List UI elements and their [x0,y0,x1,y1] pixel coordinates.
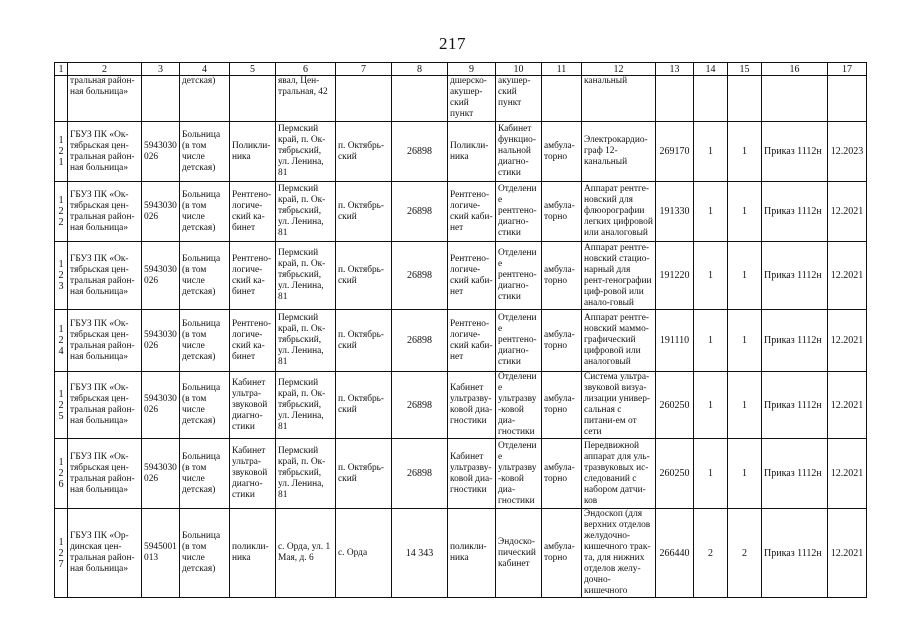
cell-quantity-available: 1 [728,242,762,310]
table-row [55,439,867,509]
cell-care-conditions: амбула-торно [542,509,582,598]
continuation-row [55,76,867,122]
cell-row-number: 122 [55,182,68,242]
column-number-1: 1 [55,63,68,76]
cell-settlement: п. Октябрь-ский [336,310,392,372]
cell-department: Кабинет функцио-нальной диагно-стики [496,122,542,182]
cell-settlement: п. Октябрь-ский [336,439,392,509]
cell-facility-type: Больница (в том числе детская) [180,242,230,310]
column-number-14: 14 [694,63,728,76]
cell-quantity-available: 1 [728,182,762,242]
cell-regulation-order: Приказ 1112н [762,182,828,242]
cell-settlement: п. Октябрь-ский [336,242,392,310]
column-number-7: 7 [336,63,392,76]
cell-quantity-available: 1 [728,310,762,372]
cell-room-name: Кабинет ультразву-ковой диа-гностики [448,439,496,509]
cell-qty2 [728,76,762,122]
cell-equipment-name: Электрокардио-граф 12-канальный [582,122,656,182]
cell-care-conditions: амбула-торно [542,372,582,439]
cell-regulation-order: Приказ 1112н [762,439,828,509]
cell-room-name: Рентгено-логиче-ский каби-нет [448,182,496,242]
cell-quantity-required: 1 [694,242,728,310]
cell-okpd-code: 191110 [656,310,694,372]
cell-date: 12.2021 [828,439,867,509]
cell-settlement: п. Октябрь-ский [336,372,392,439]
column-number-2: 2 [68,63,142,76]
column-number-13: 13 [656,63,694,76]
cell-unit-name: Поликли-ника [230,122,276,182]
cell-oktmo [392,76,448,122]
cell-unit-name: Рентгено-логиче-ский ка-бинет [230,182,276,242]
cell-row-number: 123 [55,242,68,310]
table-row [55,509,867,598]
cell-type: детская) [180,76,230,122]
cell-okpd-code: 266440 [656,509,694,598]
cell-settlement: п. Октябрь-ский [336,182,392,242]
cell-oktmo-code: 26898 [392,182,448,242]
cell-unit-name: Кабинет ультра-звуковой диагно-стики [230,439,276,509]
cell-department: Отделение рентгено-диагно-стики [496,242,542,310]
page-number: 217 [439,34,466,53]
cell-okpd-code: 260250 [656,372,694,439]
cell-code [142,76,180,122]
cell-organization-code: 5943030 026 [142,310,180,372]
cell-unit-name: Кабинет ультра-звуковой диагно-стики [230,372,276,439]
cell-equipment-name: Система ультра-звуковой визуа-лизации универ-сальная с питани-ем от сети [582,372,656,439]
cell-facility-type: Больница (в том числе детская) [180,182,230,242]
cell-organization-code: 5943030 026 [142,439,180,509]
cell-regulation-order: Приказ 1112н [762,509,828,598]
cell-room-name: поликли-ника [448,509,496,598]
cell-room-name: Рентгено-логиче-ский каби-нет [448,310,496,372]
cell-date [828,76,867,122]
column-number-15: 15 [728,63,762,76]
cell-regulation-order: Приказ 1112н [762,242,828,310]
cell-organization-name: ГБУЗ ПК «Ок-тябрьская цен-тральная район-ная больница» [68,439,142,509]
table-row [55,122,867,182]
cell-address: Пермский край, п. Ок-тябрьский, ул. Ленина, 81 [276,182,336,242]
cell-date: 12.2021 [828,509,867,598]
cell-okpd-code: 191220 [656,242,694,310]
cell-care-conditions: амбула-торно [542,122,582,182]
cell-qty1 [694,76,728,122]
column-number-16: 16 [762,63,828,76]
column-number-3: 3 [142,63,180,76]
cell-address: Пермский край, п. Ок-тябрьский, ул. Ленина, 81 [276,122,336,182]
cell-conditions [542,76,582,122]
cell-equipment-name: Аппарат рентге-новский стацио-нарный для рент-генографии циф-ровой или анало-говый [582,242,656,310]
cell-row-number: 125 [55,372,68,439]
cell-settlement: с. Орда [336,509,392,598]
cell-equipment-name: Передвижной аппарат для уль-тразвуковых ис-следований с набором датчи-ков [582,439,656,509]
cell-okpd-code: 260250 [656,439,694,509]
cell-equipment-name: Аппарат рентге-новский для флюорографии легких цифровой или аналоговый [582,182,656,242]
cell-facility-type: Больница (в том числе детская) [180,122,230,182]
cell-unit-name: Рентгено-логиче-ский ка-бинет [230,310,276,372]
cell-address: Пермский край, п. Ок-тябрьский, ул. Ленина, 81 [276,242,336,310]
column-number-4: 4 [180,63,230,76]
cell-dept: акушер-ский пункт [496,76,542,122]
cell-address: явал, Цен-тральная, 42 [276,76,336,122]
cell-row-number: 126 [55,439,68,509]
cell-care-conditions: амбула-торно [542,242,582,310]
cell-care-conditions: амбула-торно [542,310,582,372]
cell-oktmo-code: 14 343 [392,509,448,598]
cell-organization-name: ГБУЗ ПК «Ок-тябрьская цен-тральная район-ная больница» [68,310,142,372]
cell-department: Отделение рентгено-диагно-стики [496,310,542,372]
cell-organization-code: 5943030 026 [142,182,180,242]
cell-settlement [336,76,392,122]
cell-date: 12.2023 [828,122,867,182]
cell-organization-name: ГБУЗ ПК «Ок-тябрьская цен-тральная район-ная больница» [68,372,142,439]
column-number-12: 12 [582,63,656,76]
cell-order [762,76,828,122]
cell-unit-name: Рентгено-логиче-ский ка-бинет [230,242,276,310]
column-number-11: 11 [542,63,582,76]
cell-row-number: 124 [55,310,68,372]
cell-quantity-available: 1 [728,439,762,509]
cell-quantity-available: 1 [728,372,762,439]
cell-okpd-code: 269170 [656,122,694,182]
cell-unit [230,76,276,122]
cell-regulation-order: Приказ 1112н [762,122,828,182]
cell-okpd-code: 191330 [656,182,694,242]
column-number-9: 9 [448,63,496,76]
cell-quantity-required: 1 [694,372,728,439]
cell-regulation-order: Приказ 1112н [762,310,828,372]
cell-quantity-available: 1 [728,122,762,182]
cell-oktmo-code: 26898 [392,310,448,372]
cell-quantity-required: 1 [694,182,728,242]
cell-organization-code: 5943030 026 [142,242,180,310]
cell-equipment: канальный [582,76,656,122]
cell-org: тральная район-ная больница» [68,76,142,122]
cell-unit-name: поликли-ника [230,509,276,598]
cell-row-number: 121 [55,122,68,182]
column-number-6: 6 [276,63,336,76]
cell-equipment-name: Эндоскоп (для верхних отделов желудочно-кишечного трак-та, для нижних отделов желу-дочно-кишечного [582,509,656,598]
cell-row-number: 127 [55,509,68,598]
column-number-10: 10 [496,63,542,76]
cell-okpd [656,76,694,122]
cell-address: Пермский край, п. Ок-тябрьский, ул. Ленина, 81 [276,439,336,509]
cell-organization-code: 5943030 026 [142,122,180,182]
column-number-header-row [55,63,867,76]
cell-oktmo-code: 26898 [392,372,448,439]
cell-facility-type: Больница (в том числе детская) [180,310,230,372]
cell-organization-name: ГБУЗ ПК «Ор-динская цен-тральная район-ная больница» [68,509,142,598]
table-row [55,242,867,310]
column-number-17: 17 [828,63,867,76]
cell-quantity-required: 2 [694,509,728,598]
table-row [55,372,867,439]
cell-settlement: п. Октябрь-ский [336,122,392,182]
cell-quantity-available: 2 [728,509,762,598]
cell-care-conditions: амбула-торно [542,439,582,509]
cell-organization-name: ГБУЗ ПК «Ок-тябрьская цен-тральная район-ная больница» [68,122,142,182]
cell-room-name: Поликли-ника [448,122,496,182]
column-number-5: 5 [230,63,276,76]
cell-organization-name: ГБУЗ ПК «Ок-тябрьская цен-тральная район-ная больница» [68,242,142,310]
cell-quantity-required: 1 [694,310,728,372]
cell-facility-type: Больница (в том числе детская) [180,439,230,509]
cell-oktmo-code: 26898 [392,242,448,310]
cell-care-conditions: амбула-торно [542,182,582,242]
cell-address: Пермский край, п. Ок-тябрьский, ул. Ленина, 81 [276,310,336,372]
column-number-8: 8 [392,63,448,76]
cell-quantity-required: 1 [694,439,728,509]
cell-quantity-required: 1 [694,122,728,182]
cell-date: 12.2021 [828,310,867,372]
cell-department: Отделение рентгено-диагно-стики [496,182,542,242]
cell-organization-code: 5943030 026 [142,372,180,439]
cell-room-name: Рентгено-логиче-ский каби-нет [448,242,496,310]
cell-facility-type: Больница (в том числе детская) [180,509,230,598]
cell-equipment-name: Аппарат рентге-новский маммо-графический цифровой или аналоговый [582,310,656,372]
cell-date: 12.2021 [828,182,867,242]
table-row [55,182,867,242]
cell-oktmo-code: 26898 [392,122,448,182]
cell-room: дшерско-акушер-ский пункт [448,76,496,122]
cell-regulation-order: Приказ 1112н [762,372,828,439]
cell-address: с. Орда, ул. 1 Мая, д. 6 [276,509,336,598]
cell-room-name: Кабинет ультразву-ковой диа-гностики [448,372,496,439]
cell-c1 [55,76,68,122]
cell-organization-name: ГБУЗ ПК «Ок-тябрьская цен-тральная район-ная больница» [68,182,142,242]
cell-department: Отделение ультразву-ковой диа-гностики [496,439,542,509]
cell-organization-code: 5945001 013 [142,509,180,598]
cell-facility-type: Больница (в том числе детская) [180,372,230,439]
table-row [55,310,867,372]
cell-oktmo-code: 26898 [392,439,448,509]
cell-date: 12.2021 [828,242,867,310]
cell-department: Отделение ультразву-ковой диа-гностики [496,372,542,439]
equipment-register-table [54,62,867,598]
cell-department: Эндоско-пический кабинет [496,509,542,598]
cell-date: 12.2021 [828,372,867,439]
cell-address: Пермский край, п. Ок-тябрьский, ул. Ленина, 81 [276,372,336,439]
